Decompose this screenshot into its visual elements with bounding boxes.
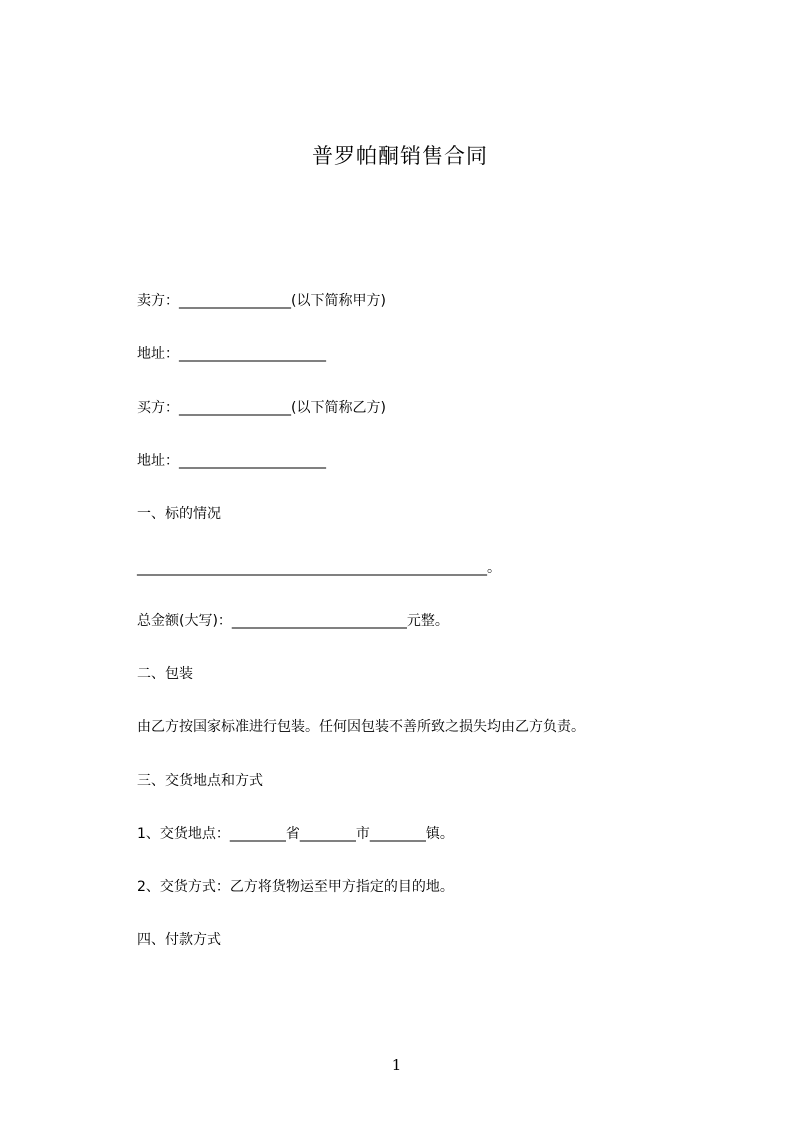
section-heading-payment: 四、付款方式 <box>137 932 221 948</box>
total-amount-line: 总金额(大写)：_________________________元整。 <box>137 613 449 629</box>
packaging-text: 由乙方按国家标准进行包装。任何因包装不善所致之损失均由乙方负责。 <box>137 719 585 735</box>
page-number: 1 <box>391 1056 402 1074</box>
section-heading-delivery: 三、交货地点和方式 <box>137 773 263 789</box>
section-heading-packaging: 二、包装 <box>137 666 193 682</box>
buyer-address-line: 地址：_____________________ <box>137 453 326 469</box>
buyer-line: 买方：________________(以下简称乙方) <box>137 400 386 416</box>
document-title: 普罗帕酮销售合同 <box>312 144 488 168</box>
section-heading-subject: 一、标的情况 <box>137 506 221 522</box>
seller-address-line: 地址：_____________________ <box>137 346 326 362</box>
delivery-method-line: 2、交货方式：乙方将货物运至甲方指定的目的地。 <box>137 879 454 895</box>
subject-blank-line: __________________________________________________。 <box>137 560 501 576</box>
delivery-location-line: 1、交货地点：________省________市________镇。 <box>137 826 454 842</box>
seller-line: 卖方：________________(以下简称甲方) <box>137 293 386 309</box>
